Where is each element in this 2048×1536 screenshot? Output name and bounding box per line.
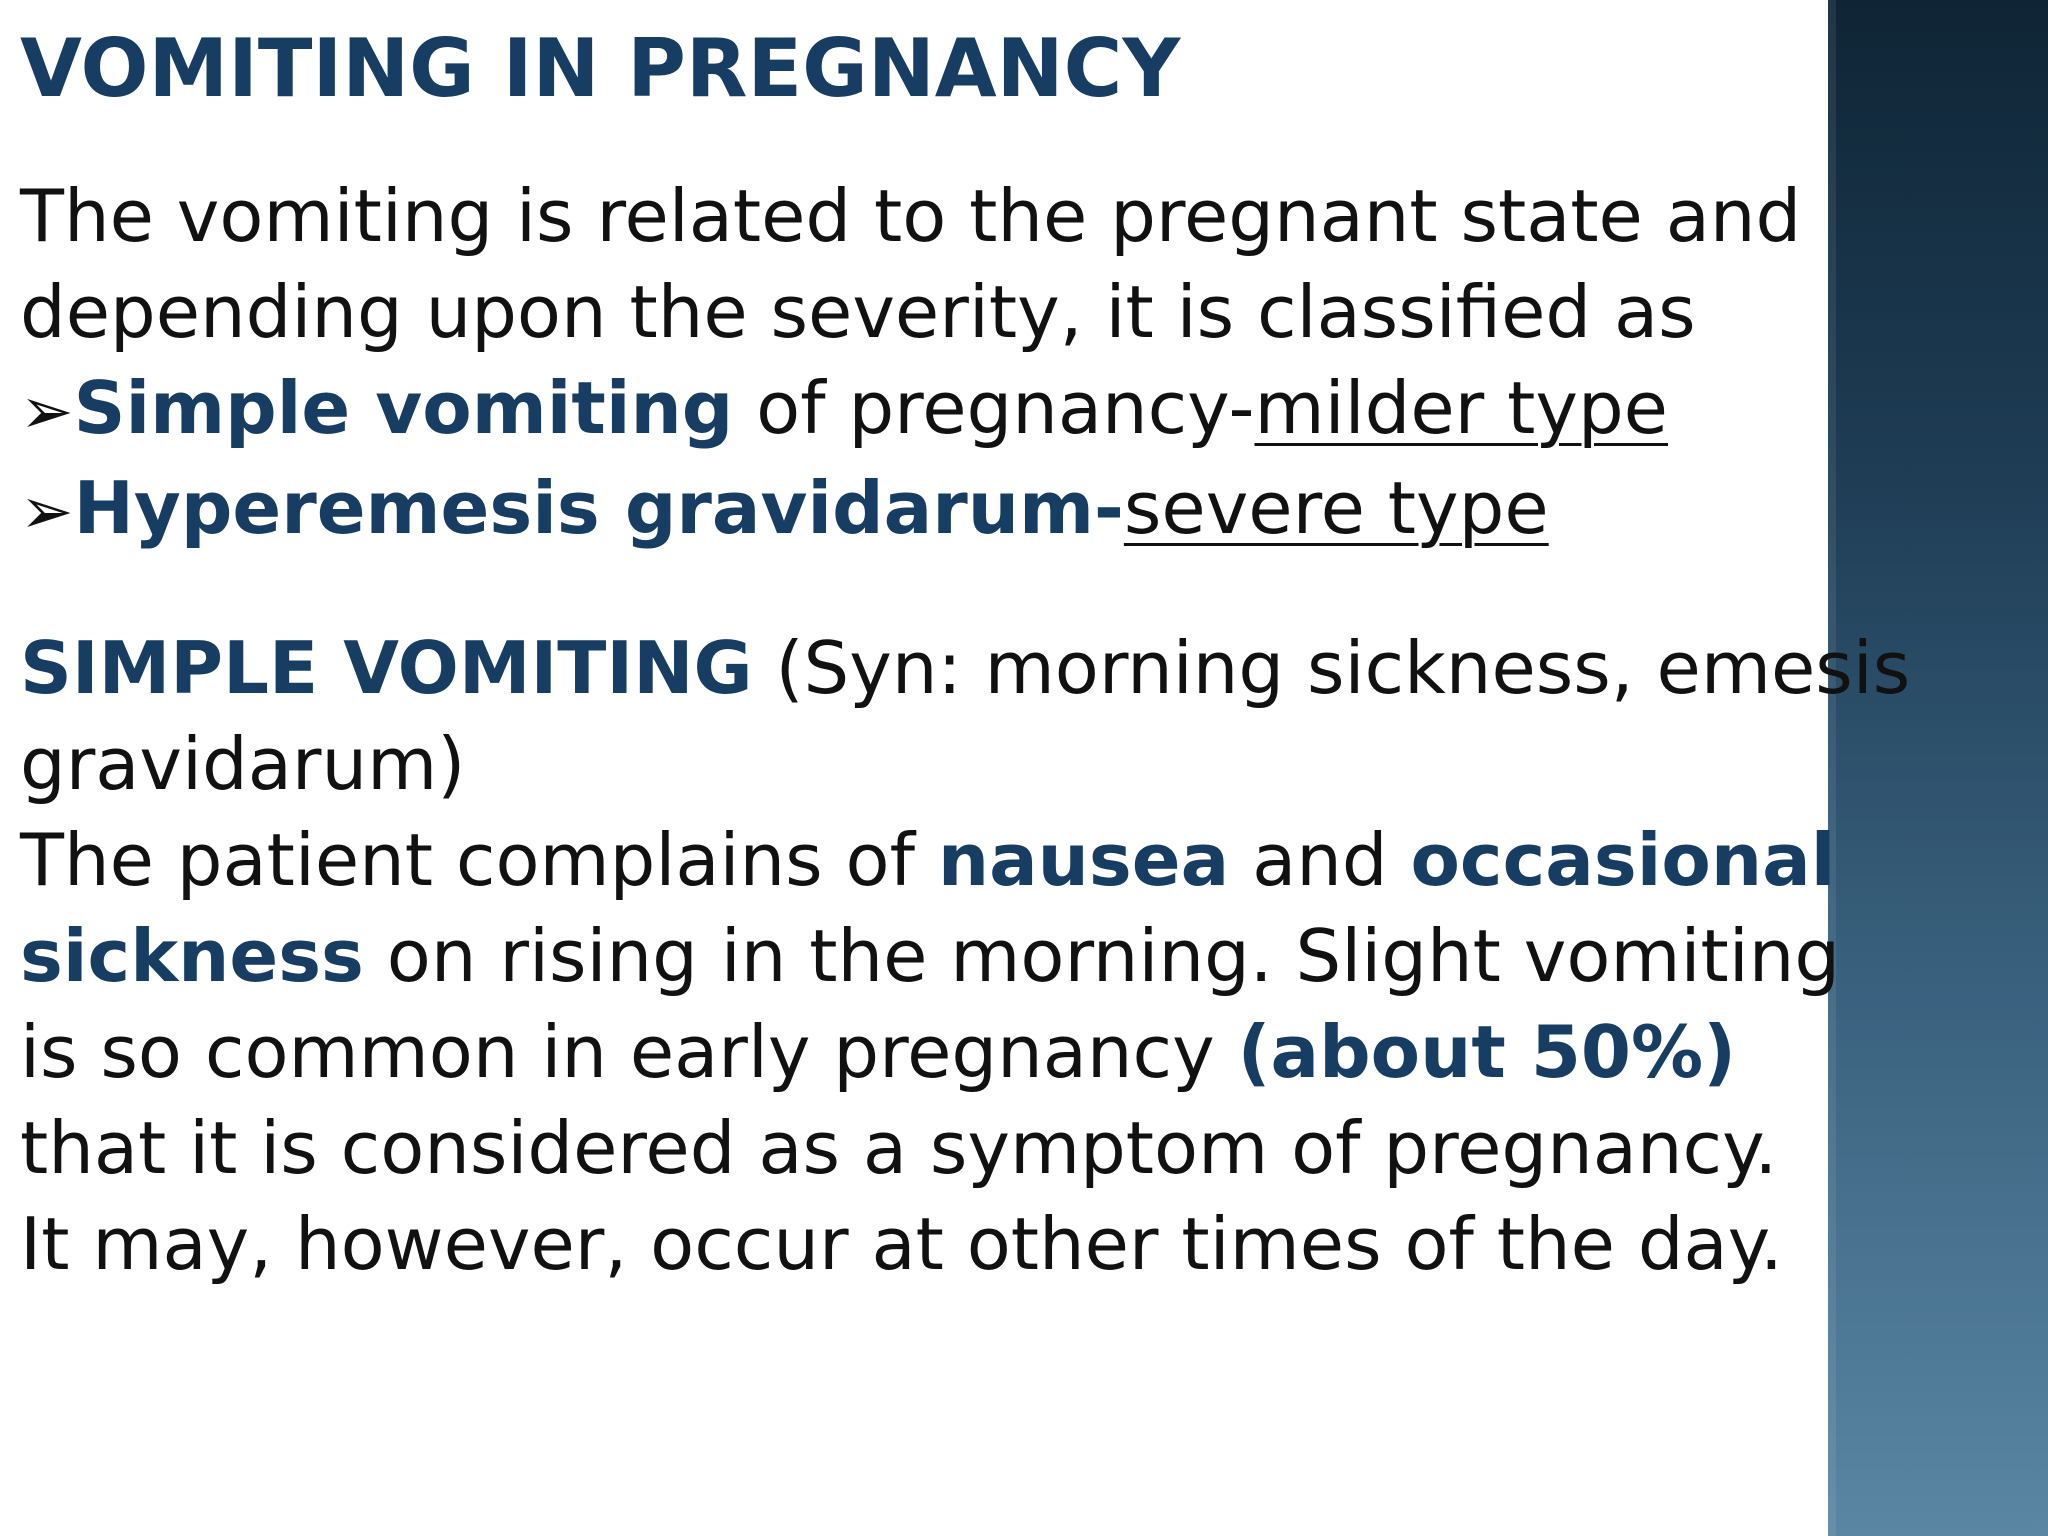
bullet-type: severe type (1123, 466, 1549, 550)
slide-title: VOMITING IN PREGNANCY (20, 22, 1181, 115)
bullet-term: Simple vomiting (73, 366, 734, 450)
intro-line-2: depending upon the severity, it is classified as (20, 270, 1696, 354)
simple-vomiting-section (20, 620, 1911, 1292)
intro-paragraph (20, 168, 1820, 560)
body-line-1 (20, 812, 1836, 908)
highlight-occasional: occasional (1410, 818, 1836, 902)
highlight-sickness: sickness (20, 914, 364, 998)
section-synonyms-cont: gravidarum) (20, 722, 466, 806)
spacer (20, 560, 1820, 620)
arrow-bullet-icon: ➢ (20, 475, 74, 549)
body-text: is so common in early pregnancy (20, 1010, 1238, 1094)
intro-line-1: The vomiting is related to the pregnant state and (20, 174, 1802, 258)
highlight-percentage: (about 50%) (1237, 1010, 1737, 1094)
arrow-bullet-icon: ➢ (20, 375, 74, 449)
section-synonyms: (Syn: morning sickness, emesis (752, 626, 1911, 710)
highlight-nausea: nausea (937, 818, 1230, 902)
bullet-item-hyperemesis (20, 460, 1820, 560)
body-line-5: It may, however, occur at other times of the day. (20, 1202, 1783, 1286)
decorative-sidebar (1828, 0, 2048, 1536)
bullet-type: milder type (1254, 366, 1668, 450)
bullet-term: Hyperemesis gravidarum- (73, 466, 1124, 550)
slide-content (20, 14, 1911, 1292)
section-heading-line (20, 620, 1911, 716)
body-line-2 (20, 908, 1841, 1004)
section-heading: SIMPLE VOMITING (20, 626, 753, 710)
bullet-item-simple-vomiting (20, 360, 1820, 460)
body-text: on rising in the morning. Slight vomiting (363, 914, 1841, 998)
body-line-4: that it is considered as a symptom of pregnancy. (20, 1106, 1778, 1190)
body-text: and (1229, 818, 1411, 902)
bullet-middle-text: of pregnancy- (733, 366, 1255, 450)
body-text: The patient complains of (20, 818, 938, 902)
body-line-3 (20, 1004, 1820, 1100)
